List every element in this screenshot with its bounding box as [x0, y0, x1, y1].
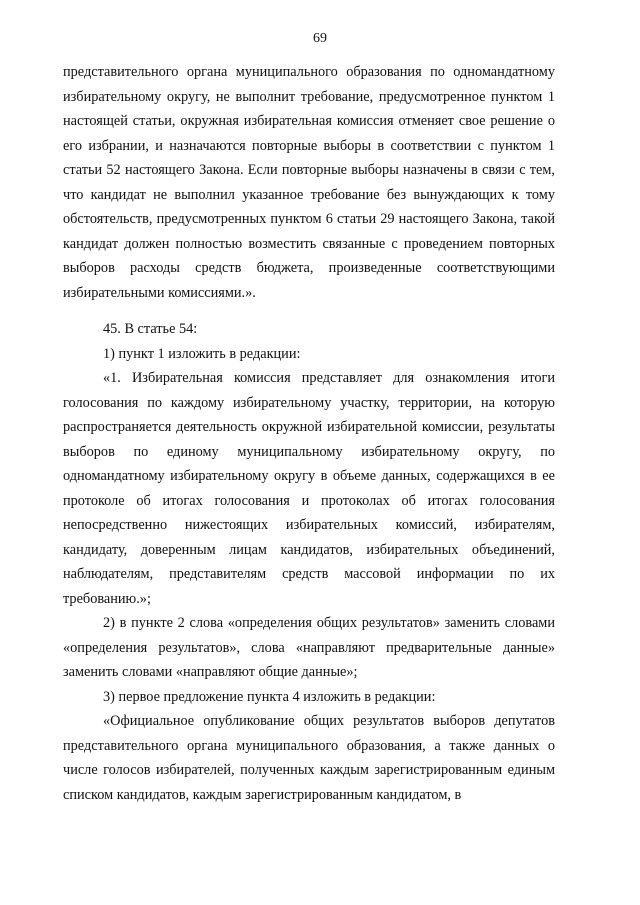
paragraph-article-54-heading: 45. В статье 54: [103, 321, 198, 337]
paragraph-item-3: 3) первое предложение пункта 4 изложить в редакции: [103, 688, 436, 705]
document-body [63, 60, 555, 807]
paragraph-item-1-text: «1. Избирательная комиссия представляет для ознакомления итоги голосования по каждому избирательному участку, территории, на которую распространяется деятельность окружной избирательной комиссии, результаты выборов по единому муниципальному избирательному округу, по одномандатному избирательному округу в объеме данных, содержащихся в ее протоколе об итогах голосования и протоколах об итогах голосования непосредственно нижестоящих избирательных комиссий, избирателям, кандидату, доверенным лицам кандидатов, избирательных объединений, наблюдателям, представителям средств массовой информации по их требованию.»; [63, 370, 555, 607]
paragraph-continuation: представительного органа муниципального образования по одномандатному избирательному округу, не выполнит требование, предусмотренное пунктом 1 настоящей статьи, окружная избирательная комиссия отменяет свое решение о его избрании, и назначаются повторные выборы в соответствии с пунктом 1 статьи 52 настоящего Закона. Если повторные выборы назначены в связи с тем, что кандидат не выполнил указанное требование без вынуждающих к тому обстоятельств, предусмотренных пунктом 6 статьи 29 настоящего Закона, такой кандидат должен полностью возместить связанные с проведением повторных выборов расходы средств бюджета, произведенные соответствующими избирательными комиссиями.». [63, 64, 555, 301]
paragraph-item-3-text: «Официальное опубликование общих результатов выборов депутатов представительного органа муниципального образования, а также данных о числе голосов избирателей, полученных каждым зарегистрированным единым списком кандидатов, каждым зарегистрированным кандидатом, в [63, 713, 555, 803]
paragraph-item-2: 2) в пункте 2 слова «определения общих результатов» заменить словами «определения результатов», слова «направляют предварительные данные» заменить словами «направляют общие данные»; [63, 615, 555, 680]
paragraph-item-1: 1) пункт 1 изложить в редакции: [103, 345, 301, 362]
page-number: 69 [313, 31, 327, 46]
